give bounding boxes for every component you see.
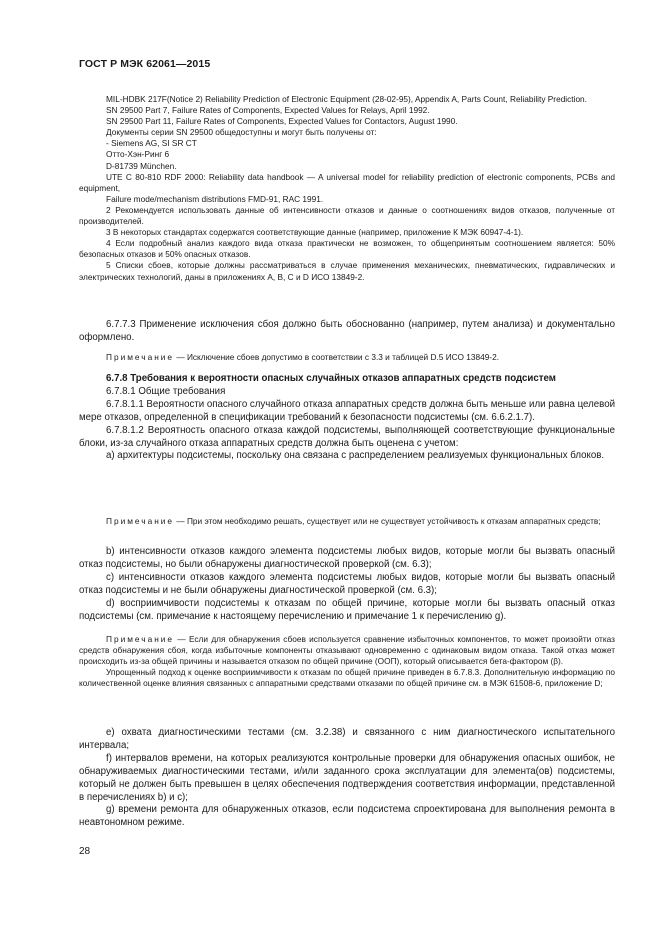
page-number: 28 — [79, 846, 91, 857]
note-item: 4 Если подробный анализ каждого вида отказа практически не возможен, то общепринятым соотношением является: 50% безопасных отказов и 50% опасных отказов. — [79, 238, 615, 260]
ref-line: SN 29500 Part 11, Failure Rates of Components, Expected Values for Contactors, August 1990. — [106, 116, 458, 127]
document-header: ГОСТ Р МЭК 62061—2015 — [79, 58, 211, 70]
list-items-e-g — [79, 727, 615, 830]
list-item-f: f) интервалов времени, на которых реализуются контрольные проверки для обнаружения опасных ошибок, не обнаруживаемых диагностическими тестами, и/или заданного срока эксплуатации для элемента(ов) подсистемы, который не должен быть превышен в целях обеспечения подтверждения соответствия информации, представленной в перечислениях b) и c); — [79, 752, 615, 803]
ref-line: Failure mode/mechanism distributions FMD-91, RAC 1991. — [106, 193, 324, 204]
note-item: 5 Списки сбоев, которые должны рассматриваться в случае применения механических, пневматических, гидравлических и электрических технологий, даны в приложениях А, В, С и D ИСО 13849-2. — [79, 260, 615, 282]
ref-line: MIL-HDBK 217F(Notice 2) Reliability Prediction of Electronic Equipment (28-02-95), Appendix A, Parts Count, Reliability Prediction. — [106, 94, 587, 104]
ref-line: D-81739 München. — [106, 160, 177, 171]
note-label: Примечание — [106, 516, 175, 526]
note-1 — [79, 352, 615, 363]
list-item-d: d) восприимчивости подсистемы к отказам по общей причине, которые могли бы вызвать опасный отказ подсистемы (см. примечание к настоящему перечислению и примечание 1 к перечислению g). — [79, 597, 615, 622]
paragraph: 6.7.8.1.2 Вероятность опасного отказа каждой подсистемы, выполняющей соответствующие функциональные блоки, из-за случайного отказа аппаратных средств должна быть оценена с учетом: — [79, 424, 615, 449]
ref-line: UTE C 80-810 RDF 2000: Reliability data handbook — A universal model for reliability prediction of electronic components, PCBs and equipment, — [79, 171, 615, 193]
section-heading: 6.7.8 Требования к вероятности опасных случайных отказов аппаратных средств подсистем — [106, 373, 556, 384]
ref-line: Отто-Хэн-Ринг 6 — [106, 149, 170, 160]
note-text: — Исключение сбоев допустимо в соответствии с 3.3 и таблицей D.5 ИСО 13849-2. — [174, 352, 499, 362]
references-note-block — [79, 94, 615, 283]
section-6-7-8 — [79, 373, 615, 463]
note-item: 3 В некоторых стандартах содержатся соответствующие данные (например, приложение К МЭК 60947-4-1). — [106, 227, 524, 238]
list-item-g: g) времени ремонта для обнаруженных отказов, если подсистема спроектирована для выполнения ремонта в неавтономном режиме. — [79, 804, 615, 829]
note-label: Примечание — [106, 352, 175, 362]
list-item-b: b) интенсивности отказов каждого элемента подсистемы любых видов, которые могли бы вызвать опасный отказ подсистемы, но были обнаружены диагностической проверкой (см. 6.3); — [79, 546, 615, 570]
ref-line: SN 29500 Part 7, Failure Rates of Components, Expected Values for Relays, April 1992. — [106, 105, 430, 116]
note-paragraph: Упрощенный подход к оценке восприимчивости к отказам по общей причине приведен в 6.7.8.3. Дополнительную информацию по количественной оценке влияния связанных с аппаратными средствами отказами по общей причине см. в МЭК 61508-6, приложение D; — [79, 667, 615, 689]
note-text: — Если для обнаружения сбоев используется сравнение избыточных компонентов, то может произойти отказ средств обнаружения сбоя, когда избыточные компоненты отказывают одновременно с одинаковым видом отказа. Такой отказ может происходить из-за общей причины и называется отказом по общей причине (ООП), который описывается бета-фактором (β). — [79, 634, 615, 667]
list-item-c: c) интенсивности отказов каждого элемента подсистемы любых видов, которые могли бы вызвать опасный отказ подсистемы и не были обнаружены диагностической проверкой (см. 6.3); — [79, 571, 615, 596]
list-item-a: a) архитектуры подсистемы, поскольку она связана с распределением реализуемых функциональных блоков. — [106, 450, 605, 462]
ref-line: Документы серии SN 29500 общедоступны и могут быть получены от: — [106, 127, 377, 138]
list-items-b-d — [79, 546, 615, 623]
list-item-e: e) охвата диагностическими тестами (см. 3.2.38) и связанного с ним диагностического испытательного интервала; — [79, 727, 615, 751]
note-item: 2 Рекомендуется использовать данные об интенсивности отказов и данные о соотношениях видов отказов, полученные от производителей. — [79, 204, 615, 227]
note-label: Примечание — [106, 634, 175, 644]
note-2 — [79, 516, 615, 527]
paragraph: 6.7.8.1.1 Вероятности опасного случайного отказа аппаратных средств должна быть меньше или равна целевой мере отказов, определенной в спецификации требований к безопасности подсистемы (см. 6.6.2.1.7). — [79, 398, 615, 423]
note-3 — [79, 634, 615, 689]
note-text: — При этом необходимо решать, существует или не существует устойчивость к отказам аппаратных средств; — [174, 516, 601, 526]
paragraph-6-7-7-3: 6.7.7.3 Применение исключения сбоя должно быть обоснованно (например, путем анализа) и документально оформлено. — [79, 319, 615, 343]
ref-line: - Siemens AG, SI SR CT — [106, 138, 197, 149]
paragraph: 6.7.8.1 Общие требования — [106, 385, 226, 397]
